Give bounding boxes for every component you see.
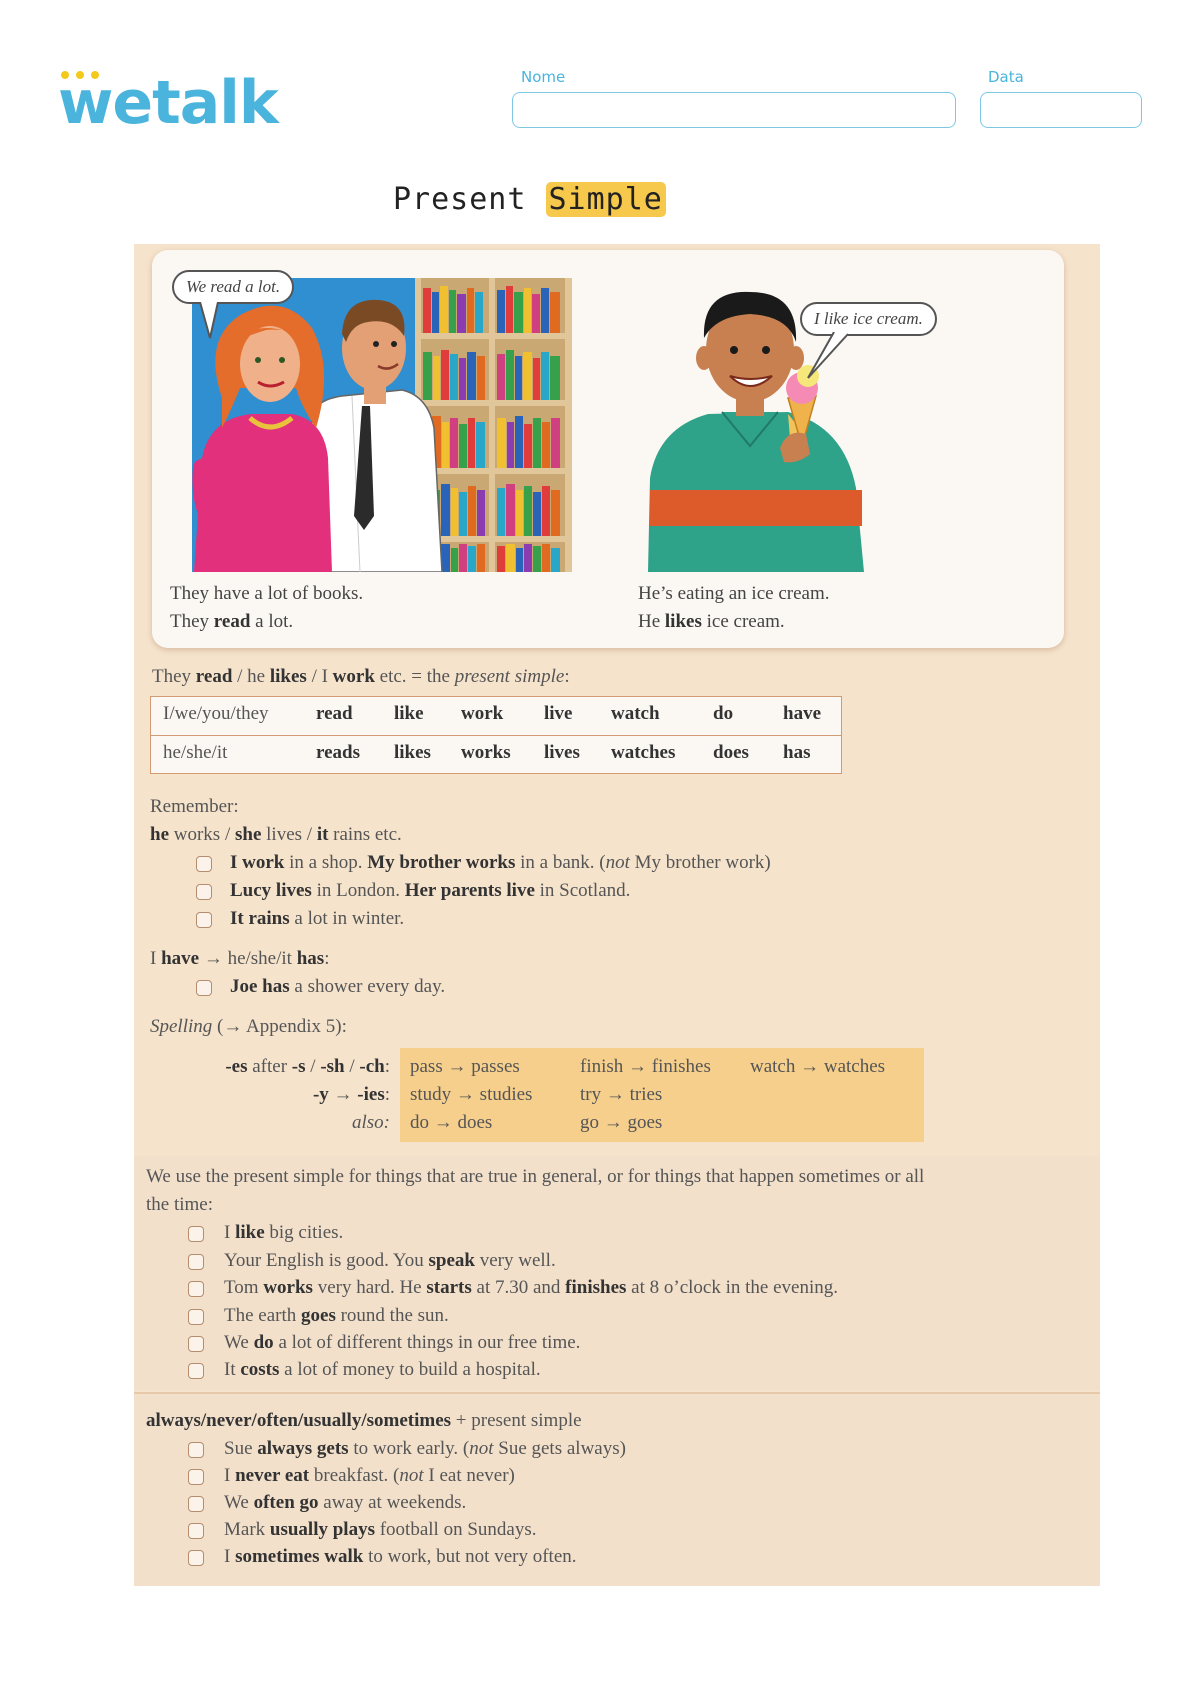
spelling-rule-also: also: — [352, 1112, 390, 1133]
example-checkbox[interactable] — [188, 1469, 204, 1485]
example-line: Your English is good. You speak very well. — [224, 1250, 556, 1271]
speech-bubble-right: I like ice cream. — [800, 302, 937, 336]
page-title: Present Simple — [393, 182, 666, 217]
example-checkbox[interactable] — [188, 1309, 204, 1325]
example-line: Sue always gets to work early. (not Sue gets always) — [224, 1438, 626, 1459]
example-checkbox[interactable] — [188, 1336, 204, 1352]
speech-bubble-left: We read a lot. — [172, 270, 294, 304]
example-checkbox[interactable] — [188, 1442, 204, 1458]
date-field[interactable] — [980, 92, 1142, 128]
example-line: I work in a shop. My brother works in a bank. (not My brother work) — [230, 852, 771, 873]
spelling-rule-ies: -y → -ies: — [312, 1084, 390, 1105]
example-checkbox[interactable] — [188, 1281, 204, 1297]
table-row: I/we/you/they read like work live watch do have — [163, 703, 821, 724]
couple-reading-illustration — [192, 278, 572, 572]
example-line: We do a lot of different things in our free time. — [224, 1332, 581, 1353]
example-checkbox[interactable] — [196, 980, 212, 996]
speech-tail-left — [196, 302, 226, 342]
name-field[interactable] — [512, 92, 956, 128]
spelling-example: finish → finishes — [580, 1056, 711, 1077]
example-line: It costs a lot of money to build a hospital. — [224, 1359, 541, 1380]
speech-tail-right — [806, 332, 856, 382]
example-checkbox[interactable] — [188, 1363, 204, 1379]
left-caption: They have a lot of books. They read a lot. — [170, 583, 364, 632]
wetalk-logo — [58, 62, 288, 142]
conjugation-table — [150, 696, 842, 774]
example-line: Lucy lives in London. Her parents live in Scotland. — [230, 880, 631, 901]
remember-heading: Remember: — [150, 796, 239, 817]
example-line: I sometimes walk to work, but not very often. — [224, 1546, 577, 1567]
name-label: Nome — [521, 68, 566, 86]
date-label: Data — [988, 68, 1024, 86]
example-line: I like big cities. — [224, 1222, 344, 1243]
spelling-example: try → tries — [580, 1084, 663, 1105]
example-checkbox[interactable] — [188, 1523, 204, 1539]
spelling-example: pass → passes — [410, 1056, 520, 1077]
remember-rule: he works / she lives / it rains etc. — [150, 824, 402, 845]
spelling-example: do → does — [410, 1112, 493, 1133]
usage-line-1: We use the present simple for things that are true in general, or for things that happen sometimes or all — [146, 1166, 925, 1187]
spelling-example: watch → watches — [750, 1056, 886, 1077]
example-line: We often go away at weekends. — [224, 1492, 467, 1513]
example-line: Tom works very hard. He starts at 7.30 and finishes at 8 o’clock in the evening. — [224, 1277, 838, 1298]
example-checkbox[interactable] — [188, 1550, 204, 1566]
table-row: he/she/it reads likes works lives watches does has — [151, 735, 841, 773]
right-caption: He’s eating an ice cream. He likes ice cream. — [638, 583, 830, 632]
example-line: I never eat breakfast. (not I eat never) — [224, 1465, 515, 1486]
usage-line-2: the time: — [146, 1194, 214, 1215]
example-line: The earth goes round the sun. — [224, 1305, 449, 1326]
example-checkbox[interactable] — [188, 1496, 204, 1512]
example-checkbox[interactable] — [188, 1226, 204, 1242]
spelling-heading: Spelling (→ Appendix 5): — [150, 1016, 347, 1037]
example-line: Mark usually plays football on Sundays. — [224, 1519, 537, 1540]
title-highlight: Simple — [546, 182, 666, 217]
have-rule: I have → he/she/it has: — [150, 948, 330, 969]
spelling-example: go → goes — [580, 1112, 663, 1133]
example-checkbox[interactable] — [188, 1254, 204, 1270]
example-checkbox[interactable] — [196, 912, 212, 928]
couple-figures — [192, 278, 452, 572]
example-line: It rains a lot in winter. — [230, 908, 405, 929]
intro-line: They read / he likes / I work etc. = the present simple: — [152, 666, 570, 687]
section-divider — [134, 1392, 1100, 1394]
spelling-rule-es: -es after -s / -sh / -ch: — [225, 1056, 390, 1077]
adverbs-heading: always/never/often/usually/sometimes + present simple — [146, 1410, 582, 1431]
spelling-example: study → studies — [410, 1084, 533, 1105]
example-line: Joe has a shower every day. — [230, 976, 446, 997]
example-checkbox[interactable] — [196, 884, 212, 900]
logo-wordmark: wetalk — [58, 68, 278, 138]
example-checkbox[interactable] — [196, 856, 212, 872]
